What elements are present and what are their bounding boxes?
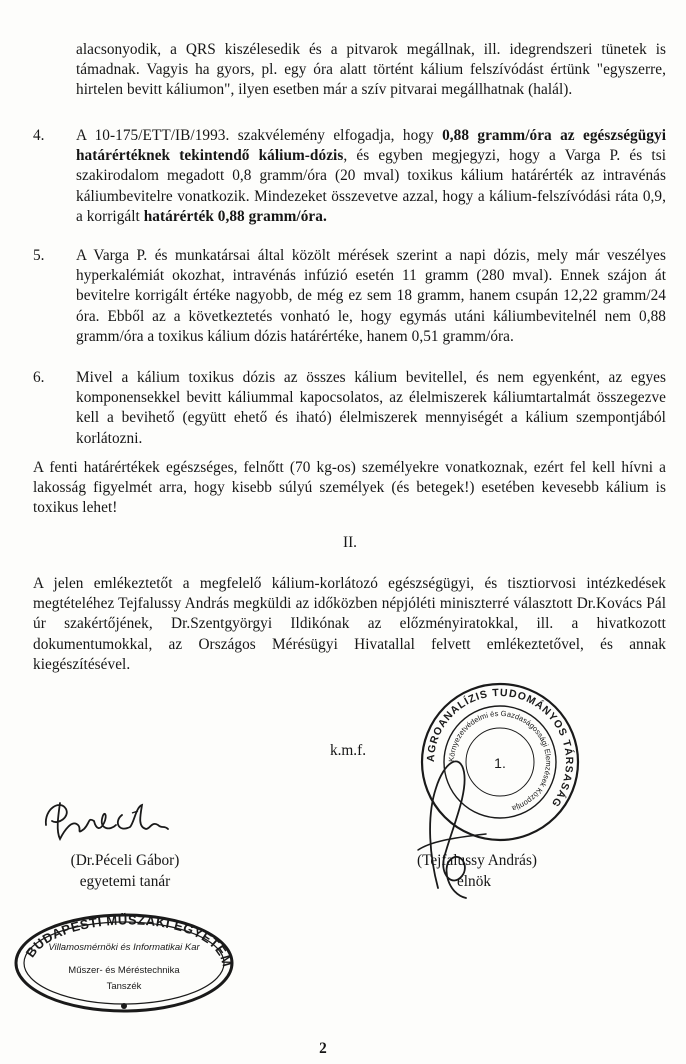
stamp-left-line4: Tanszék xyxy=(106,981,142,992)
left-signatory-name: (Dr.Péceli Gábor) xyxy=(70,852,180,869)
stamp-right-center: 1. xyxy=(494,755,506,771)
item4-number: 4. xyxy=(33,127,45,144)
stamp-left-line2: Villamosmérnöki és Informatikai Kar xyxy=(48,942,200,953)
item6-text: Mivel a kálium toxikus dózis az összes kálium bevitellel, és nem egyenként, az egyes komponensekkel bevitt káliummal kapocsolatos, az élelmiszerek káliumtartalmát összegezve kell a bevihető (együtt ehető és iható) élelmiszerek mennyiségét a kálium szempontjából korlátozni. xyxy=(76,369,666,447)
stamp-right-outer: AGROANALÍZIS TUDOMÁNYOS TÁRSASÁG xyxy=(424,686,576,810)
closing-paragraph: A jelen emlékeztetőt a megfelelő kálium-korlátozó egészségügyi, és tisztiorvosi intézkedések megtételéhez Tejfalussy András megküldi az időközben népjóléti miniszterré választott Dr.Kovács Pál úr szakértőjének, Dr.Szentgyörgyi Ildikónak az előzményiratokkal, ill. a hivatkozott dokumentumokkal, az Országos Mérésügyi Hivatallal felvett emlékeztetővel, és annak kiegészítésével. xyxy=(33,575,666,673)
item4-text-b: , és egyben megjegyzi, hogy a Varga P. és tsi szakirodalom megadott 0,8 gramm/óra (20 mval) toxikus kálium határérték az intravénás káliumbevitelre vonatkozik. Mindezeket összevetve azzal, hogy a kálium-felszívódási ráta 0,9, a korrigált xyxy=(76,147,666,225)
item5-number: 5. xyxy=(33,247,45,264)
stamp-left-line3: Műszer- és Méréstechnika xyxy=(68,965,180,976)
item4-bold-a: 0,88 gramm/óra az egészségügyi határértéknek tekintendő kálium-dózis xyxy=(76,127,666,165)
right-signatory-name: (Tejfalussy András) xyxy=(417,852,537,869)
item5-text: A Varga P. és munkatársai által közölt mérések szerint a napi dózis, mely már veszélyes hyperkalémiát okozhat, intravénás infúzió esetén 11 gramm (280 mval). Ennek szájon át bevitelre korrigált értéke nagyobb, de még ez sem 18 gramm, hanem csupán 12,22 gramm/24 óra. Ebből az a következtetés vonható le, hogy egymás utáni káliumbevitelnél nem 0,88 gramm/óra a toxikus kálium dózis határértéke, hanem 0,51 gramm/óra. xyxy=(76,247,666,345)
item4-bold-b: határérték 0,88 gramm/óra. xyxy=(143,207,327,225)
left-signatory-title: egyetemi tanár xyxy=(79,873,171,890)
item4-text xyxy=(76,126,666,227)
page-number: 2 xyxy=(319,1040,327,1057)
right-signatory-title: elnök xyxy=(457,873,491,890)
item3-continuation: alacsonyodik, a QRS kiszélesedik és a pitvarok megállnak, ill. idegrendszeri tünetek is támadnak. Vagyis ha gyors, pl. egy óra alatt történt kálium felszívódást értünk "egyszerre, hirtelen bevitt káliumon", ilyen esetben már a szív pitvarai megállhatnak (halál). xyxy=(76,41,666,99)
svg-text:BUDAPESTI MŰSZAKI EGYETEM xyxy=(23,912,235,968)
stamp-right-inner: Környezetvédelmi és Gazdaságossági Elemzések Központja xyxy=(446,708,554,814)
kmf-label: k.m.f. xyxy=(329,742,367,759)
item4-text-a: A 10-175/ETT/IB/1993. szakvélemény elfogadja, hogy xyxy=(76,127,443,144)
section-heading: II. xyxy=(342,534,357,551)
stamp-left xyxy=(8,905,240,1017)
signature-left xyxy=(38,795,188,847)
item6-number: 6. xyxy=(33,369,45,386)
summary-paragraph: A fenti határértékek egészséges, felnőtt (70 kg-os) személyekre vonatkoznak, ezért fel kell hívni a lakosság figyelmét arra, hogy kisebb súlyú személyek (és betegek!) esetében kevesebb kálium is toxikus lehet! xyxy=(33,459,666,517)
stamp-left-arc: BUDAPESTI MŰSZAKI EGYETEM xyxy=(22,912,235,969)
